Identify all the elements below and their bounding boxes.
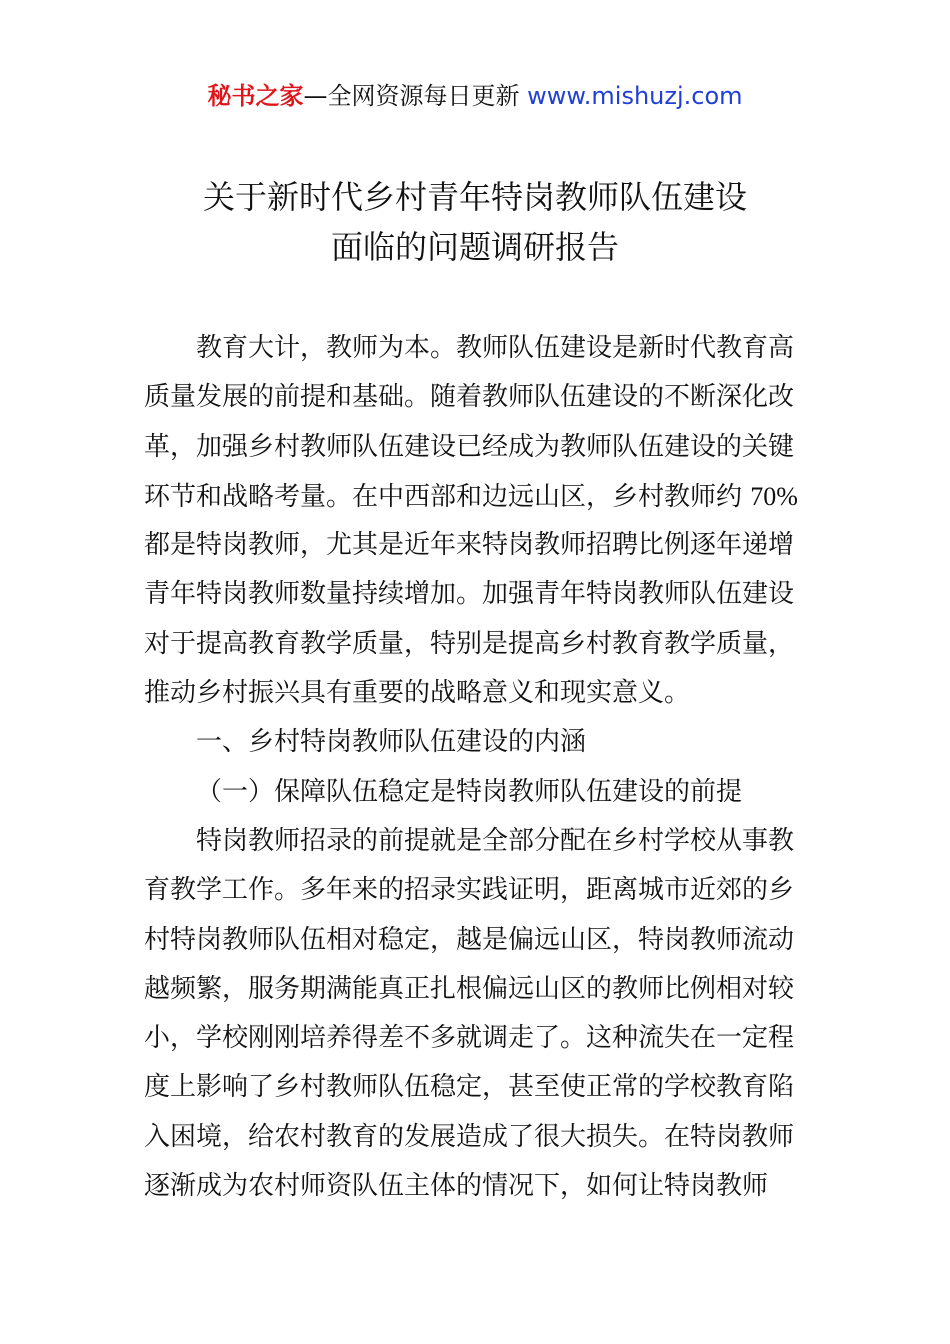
paragraph-line: 育教学工作。多年来的招录实践证明，距离城市近郊的乡: [144, 875, 795, 906]
document-body: [144, 324, 808, 1211]
section-heading: 一、乡村特岗教师队伍建设的内涵: [196, 727, 587, 758]
percent-value: 70%: [750, 481, 798, 511]
paragraph-line: 都是特岗教师，尤其是近年来特岗教师招聘比例逐年递增: [144, 530, 795, 561]
site-header: [0, 78, 950, 114]
paragraph-line: 越频繁，服务期满能真正扎根偏远山区的教师比例相对较: [144, 973, 795, 1004]
paragraph-line: 革，加强乡村教师队伍建设已经成为教师队伍建设的关键: [144, 431, 795, 462]
site-url-link[interactable]: www.mishuzj.com: [527, 82, 743, 110]
document-title: [0, 172, 950, 272]
paragraph-line-text: 环节和战略考量。在中西部和边远山区，乡村教师约: [144, 481, 751, 512]
brand-name: 秘书之家: [207, 82, 304, 110]
paragraph-line-with-percent: [144, 472, 808, 521]
header-slogan: —全网资源每日更新: [303, 82, 528, 110]
paragraph-line: 对于提高教育教学质量，特别是提高乡村教育教学质量，: [144, 628, 795, 659]
paragraph-line: 入困境，给农村教育的发展造成了很大损失。在特岗教师: [144, 1121, 795, 1152]
paragraph-line: 青年特岗教师数量持续增加。加强青年特岗教师队伍建设: [144, 579, 795, 610]
paragraph-line: 推动乡村振兴具有重要的战略意义和现实意义。: [144, 678, 691, 709]
paragraph-line: 村特岗教师队伍相对稳定，越是偏远山区，特岗教师流动: [144, 924, 795, 955]
title-line-2: 面临的问题调研报告: [330, 228, 619, 266]
title-line-1: 关于新时代乡村青年特岗教师队伍建设: [202, 178, 747, 216]
paragraph-line: 特岗教师招录的前提就是全部分配在乡村学校从事教: [196, 825, 795, 856]
paragraph-line: 质量发展的前提和基础。随着教师队伍建设的不断深化改: [144, 382, 795, 413]
paragraph-line: 小，学校刚刚培养得差不多就调走了。这种流失在一定程: [144, 1023, 795, 1054]
subsection-heading: （一）保障队伍稳定是特岗教师队伍建设的前提: [196, 776, 743, 807]
paragraph-line: 度上影响了乡村教师队伍稳定，甚至使正常的学校教育陷: [144, 1072, 795, 1103]
paragraph-line: 教育大计，教师为本。教师队伍建设是新时代教育高: [196, 333, 795, 363]
paragraph-line: 逐渐成为农村师资队伍主体的情况下，如何让特岗教师: [144, 1171, 769, 1202]
